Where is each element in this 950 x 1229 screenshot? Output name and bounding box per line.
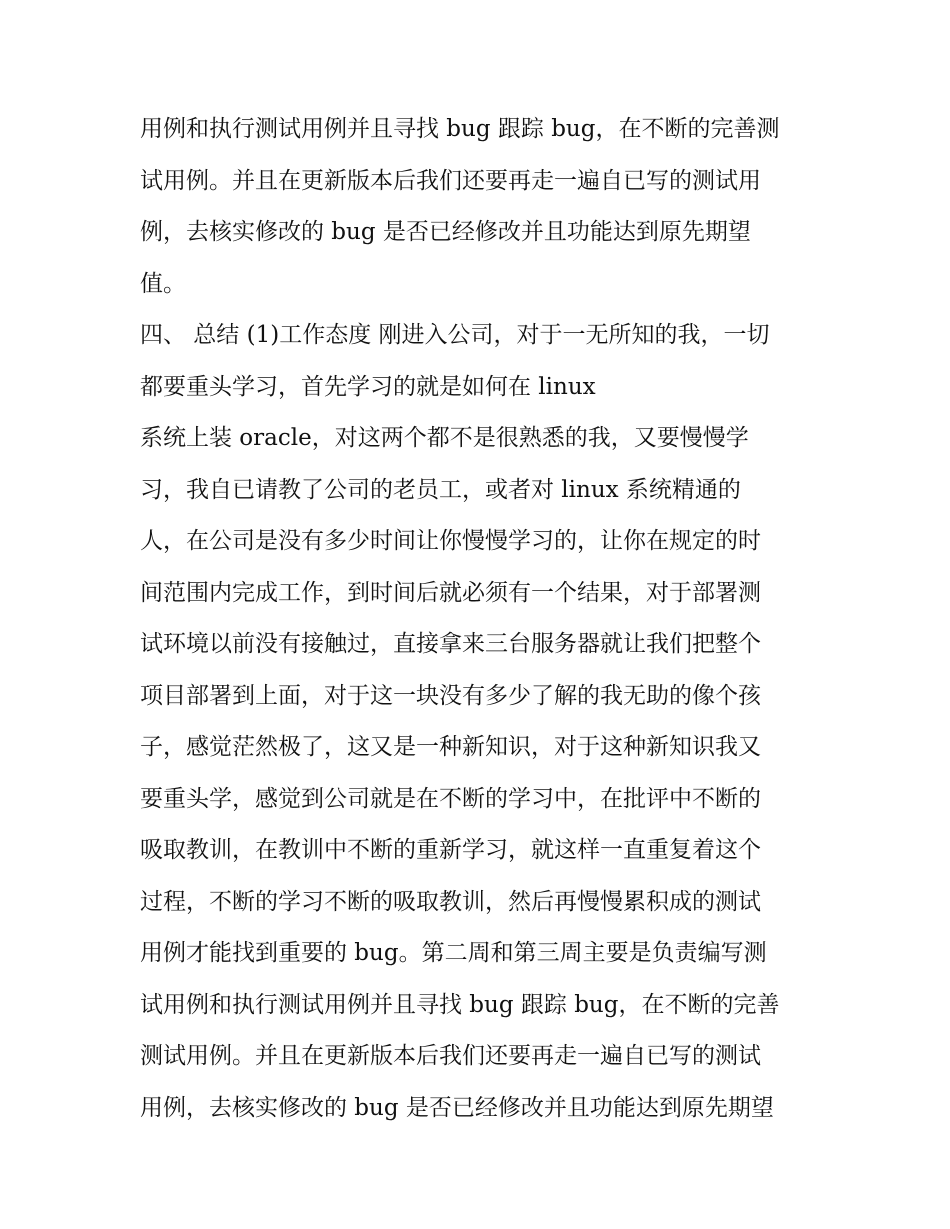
text-line: 用例才能找到重要的 bug。第二周和第三周主要是负责编写测: [140, 940, 767, 966]
text-line: 例，去核实修改的 bug 是否已经修改并且功能达到原先期望: [140, 219, 751, 245]
section-heading-line: 四、 总结 (1)工作态度 刚进入公司，对于一无所知的我，一切: [140, 322, 770, 348]
text-line: 用例和执行测试用例并且寻找 bug 跟踪 bug，在不断的完善测: [140, 116, 780, 142]
text-line: 系统上装 oracle，对这两个都不是很熟悉的我，又要慢慢学: [140, 425, 749, 451]
text-line: 要重头学，感觉到公司就是在不断的学习中，在批评中不断的: [140, 785, 761, 812]
text-line: 测试用例。并且在更新版本后我们还要再走一遍自已写的测试: [140, 1043, 761, 1069]
text-line: 试用例和执行测试用例并且寻找 bug 跟踪 bug，在不断的完善: [140, 991, 780, 1018]
text-line: 习，我自已请教了公司的老员工，或者对 linux 系统精通的: [140, 476, 741, 503]
text-line: 试用例。并且在更新版本后我们还要再走一遍自已写的测试用: [140, 167, 761, 194]
text-line: 试环境以前没有接触过，直接拿来三台服务器就让我们把整个: [140, 631, 761, 657]
text-line: 都要重头学习，首先学习的就是如何在 linux: [140, 373, 596, 400]
text-line: 值。: [140, 270, 186, 297]
text-line: 间范围内完成工作，到时间后就必须有一个结果，对于部署测: [140, 579, 761, 606]
text-line: 项目部署到上面，对于这一块没有多少了解的我无助的像个孩: [140, 682, 761, 709]
text-line: 用例，去核实修改的 bug 是否已经修改并且功能达到原先期望: [140, 1094, 774, 1121]
text-line: 子，感觉茫然极了，这又是一种新知识，对于这种新知识我又: [140, 734, 761, 760]
text-line: 人，在公司是没有多少时间让你慢慢学习的，让你在规定的时: [140, 528, 761, 554]
text-line: 吸取教训，在教训中不断的重新学习，就这样一直重复着这个: [140, 837, 761, 863]
body-text: [140, 104, 820, 1134]
text-line: 过程，不断的学习不断的吸取教训，然后再慢慢累积成的测试: [140, 888, 761, 915]
